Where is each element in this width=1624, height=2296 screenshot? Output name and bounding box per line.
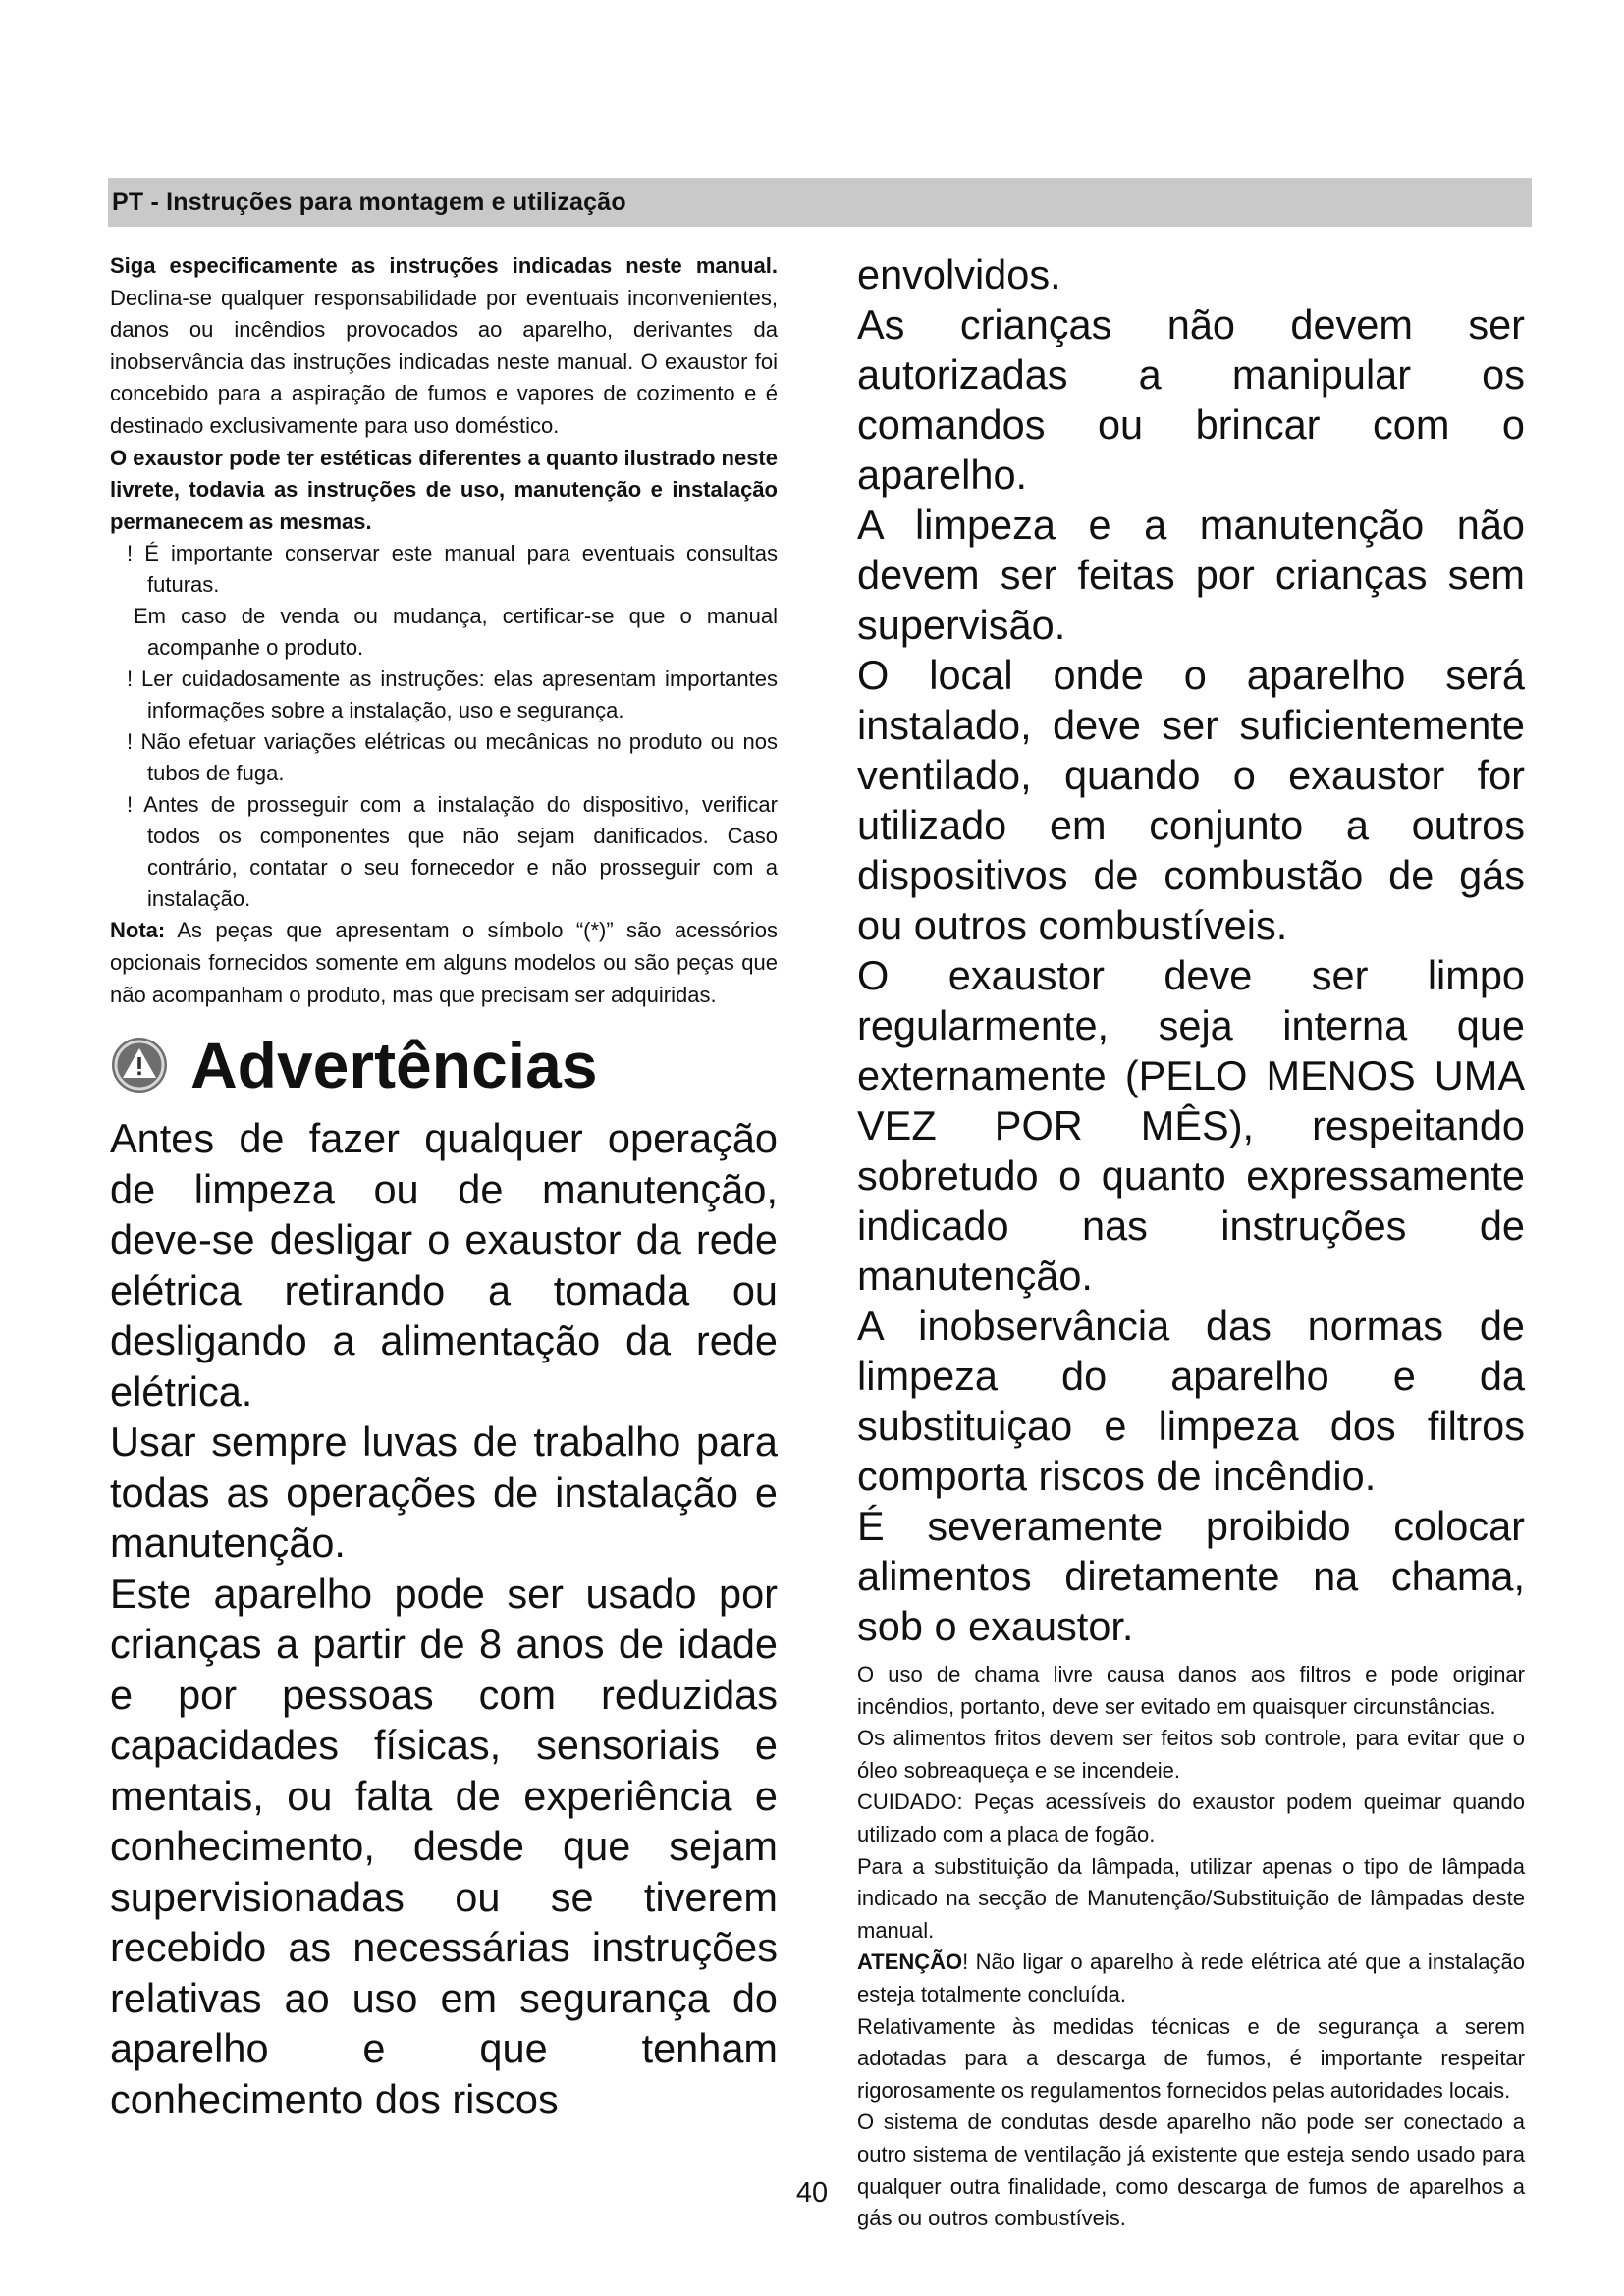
section-header: [108, 178, 1532, 227]
attention-label: ATENÇÃO: [857, 1949, 963, 1975]
attention-text: ! Não ligar o aparelho à rede elétrica até que a instalação esteja totalmente concluída.: [857, 1949, 1525, 2006]
right-column: [857, 249, 1525, 2235]
safety-paragraph: Relativamente às medidas técnicas e de segurança a serem adotadas para a descarga de fumos, é importante respeitar rigorosamente os regulamentos fornecidos pelas autoridades locais.: [857, 2013, 1525, 2103]
intro-text: Declina-se qualquer responsabilidade por eventuais inconvenientes, danos ou incêndios provocados ao aparelho, derivantes da inobservância das instruções indicadas neste manual. O exaustor foi concebido para a aspiração de fumos e vapores de cozimento e é destinado exclusivamente para uso doméstico.: [110, 285, 778, 438]
section-title: PT - Instruções para montagem e utilização: [112, 188, 626, 216]
note-paragraph: [110, 915, 778, 1011]
page-number: 40: [795, 2177, 829, 2209]
intro-bold: Siga especificamente as instruções indicadas neste manual.: [110, 253, 778, 278]
warning-paragraph: A inobservância das normas de limpeza do aparelho e da substituiçao e limpeza dos filtros comporta riscos de incêndio.: [857, 1303, 1525, 1499]
note-text: As peças que apresentam o símbolo “(*)” são acessórios opcionais fornecidos somente em alguns modelos ou são peças que não acompanham o produto, mas que precisam ser adquiridas.: [110, 918, 778, 1007]
warning-paragraph: A limpeza e a manutenção não devem ser feitas por crianças sem supervisão.: [857, 502, 1525, 648]
warning-icon: [110, 1036, 169, 1095]
list-item: ! Ler cuidadosamente as instruções: elas apresentam importantes informações sobre a instalação, uso e segurança.: [127, 667, 778, 723]
warning-paragraph: É severamente proibido colocar alimentos diretamente na chama, sob o exaustor.: [857, 1503, 1525, 1649]
warning-paragraph: envolvidos.: [857, 251, 1061, 297]
intro-paragraph: [110, 250, 778, 443]
warning-paragraph: As crianças não devem ser autorizadas a manipular os comandos ou brincar com o aparelho.: [857, 301, 1525, 498]
safety-paragraph: O uso de chama livre causa danos aos filtros e pode originar incêndios, portanto, deve ser evitado em quaisquer circunstâncias.: [857, 1662, 1525, 1719]
attention-paragraph: [857, 1947, 1525, 2010]
list-item: Em caso de venda ou mudança, certificar-se que o manual acompanhe o produto.: [134, 604, 778, 661]
safety-paragraph: Para a substituição da lâmpada, utilizar apenas o tipo de lâmpada indicado na secção de Manutenção/Substituição de lâmpadas deste manual.: [857, 1853, 1525, 1943]
warning-paragraph: O local onde o aparelho será instalado, deve ser suficientemente ventilado, quando o exaustor for utilizado em conjunto a outros dispositivos de combustão de gás ou outros combustíveis.: [857, 652, 1525, 948]
safety-paragraph: O sistema de condutas desde aparelho não pode ser conectado a outro sistema de ventilação já existente que esteja sendo usado para qualquer outra finalidade, como descarga de fumos de aparelhos a gás ou outros combustíveis.: [857, 2109, 1525, 2231]
note-label: Nota:: [110, 918, 166, 943]
safety-paragraph: CUIDADO: Peças acessíveis do exaustor podem queimar quando utilizado com a placa de fogão.: [857, 1789, 1525, 1846]
list-item: ! Não efetuar variações elétricas ou mecânicas no produto ou nos tubos de fuga.: [127, 729, 778, 786]
left-column: [110, 250, 778, 2124]
list-item: ! Antes de prosseguir com a instalação do dispositivo, verificar todos os componentes que não sejam danificados. Caso contrário, contatar o seu fornecedor e não prosseguir com a instalação.: [127, 792, 778, 912]
list-item: ! É importante conservar este manual para eventuais consultas futuras.: [127, 541, 778, 598]
warning-paragraph: Antes de fazer qualquer operação de limpeza ou de manutenção, deve-se desligar o exaustor da rede elétrica retirando a tomada ou desligando a alimentação da rede elétrica.: [110, 1115, 778, 1415]
warnings-heading: [110, 1023, 778, 1107]
safety-paragraph: Os alimentos fritos devem ser feitos sob controle, para evitar que o óleo sobreaqueça e se incendeie.: [857, 1726, 1525, 1783]
warnings-title: Advertências: [190, 1029, 598, 1102]
bold-paragraph: O exaustor pode ter estéticas diferentes a quanto ilustrado neste livrete, todavia as instruções de uso, manutenção e instalação permanecem as mesmas.: [110, 445, 778, 534]
warning-paragraph: Usar sempre luvas de trabalho para todas as operações de instalação e manutenção.: [110, 1418, 778, 1567]
warning-paragraph: Este aparelho pode ser usado por crianças a partir de 8 anos de idade e por pessoas com reduzidas capacidades físicas, sensoriais e mentais, ou falta de experiência e conhecimento, desde que sejam supervisionadas ou se tiverem recebido as necessárias instruções relativas ao uso em segurança do aparelho e que tenham conhecimento dos riscos: [110, 1570, 778, 2122]
warning-paragraph: O exaustor deve ser limpo regularmente, seja interna que externamente (PELO MENOS UMA VEZ POR MÊS), respeitando sobretudo o quanto expressamente indicado nas instruções de manutenção.: [857, 952, 1525, 1299]
